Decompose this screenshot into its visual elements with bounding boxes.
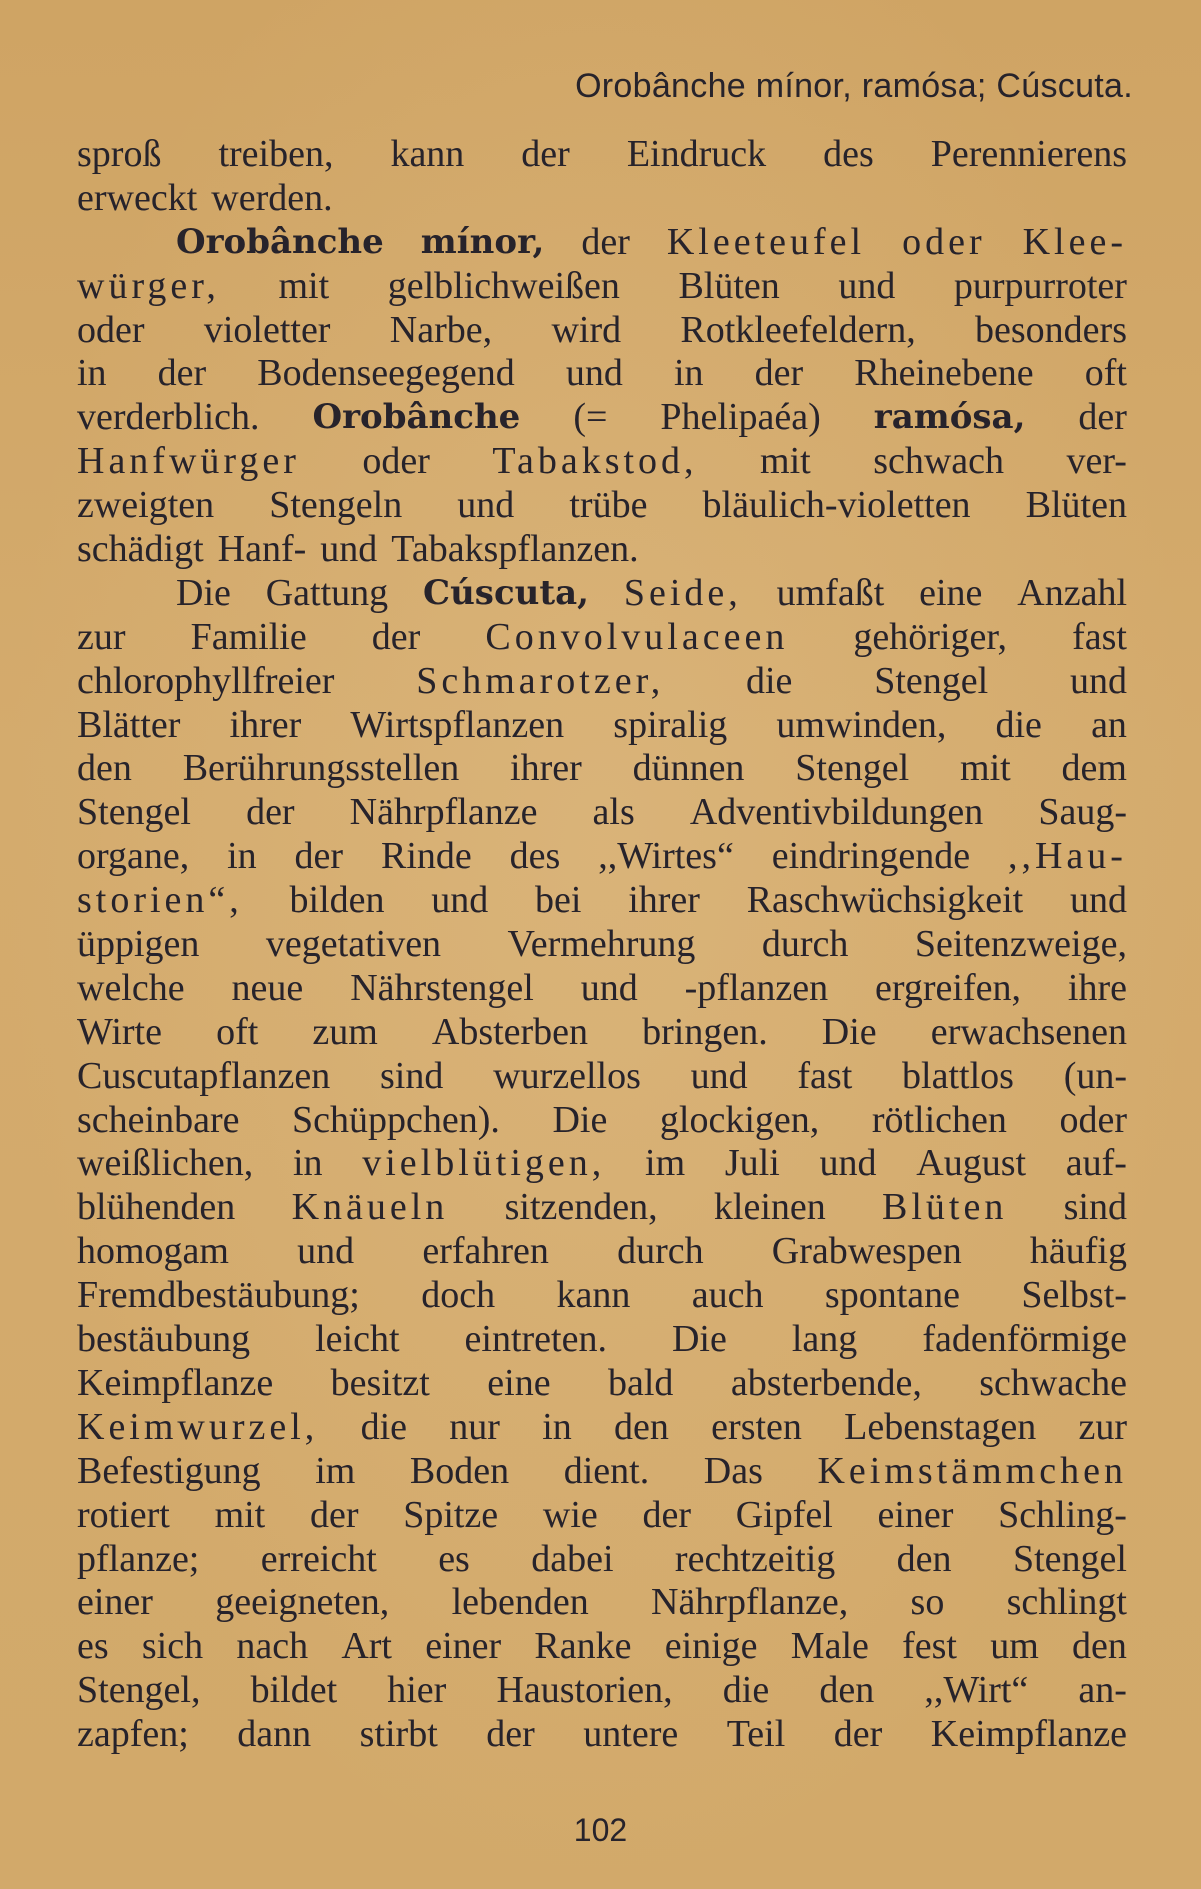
word: Keimpflanze xyxy=(930,1713,1127,1756)
spaced-term: Kleeteufel xyxy=(666,220,866,263)
spaced-term: Knäueln xyxy=(291,1186,449,1229)
word: Nährstengel xyxy=(350,966,534,1009)
word: in xyxy=(542,1405,572,1448)
word: Male xyxy=(790,1625,869,1668)
word: und xyxy=(457,484,515,527)
word: treiben, xyxy=(218,133,334,175)
bold-term: Cúscuta, xyxy=(423,572,589,613)
word: wird xyxy=(551,308,622,351)
word: welche xyxy=(77,966,185,1009)
word: Rotkleefeldern, xyxy=(680,308,916,351)
word: Eindruck xyxy=(626,133,767,175)
word: oft xyxy=(216,1010,259,1053)
word: in xyxy=(77,352,107,395)
word: Teil xyxy=(726,1713,786,1756)
word: oder xyxy=(362,440,430,483)
word: Nährpflanze, xyxy=(651,1581,849,1624)
word: der xyxy=(294,835,344,878)
word: August xyxy=(916,1142,1027,1185)
word: Schüppchen). xyxy=(292,1098,500,1141)
word: den xyxy=(77,747,132,790)
text-line xyxy=(77,1318,1127,1362)
word: des xyxy=(823,133,874,175)
text-line xyxy=(77,1362,1127,1406)
word: spiralig xyxy=(613,703,728,746)
word: Befestigung xyxy=(77,1449,261,1492)
text-line xyxy=(77,1142,1127,1186)
word: schwach xyxy=(873,440,1005,483)
spaced-term: vielblütigen, xyxy=(362,1142,606,1185)
spaced-term: Keimstämmchen xyxy=(817,1449,1127,1492)
word: leicht xyxy=(315,1318,400,1361)
word: mit xyxy=(214,1493,266,1536)
text-line xyxy=(77,791,1127,835)
word: sind xyxy=(1063,1186,1127,1229)
text-line xyxy=(77,440,1127,484)
word: zum xyxy=(312,1010,378,1053)
word: der xyxy=(309,1493,359,1536)
word: sitzenden, xyxy=(504,1186,658,1229)
word: der xyxy=(246,791,295,834)
text-line xyxy=(77,967,1127,1011)
word: Seitenzweige, xyxy=(914,923,1127,966)
spaced-term: Seide, xyxy=(623,571,742,614)
word: an xyxy=(1091,703,1127,746)
word: hier xyxy=(387,1669,447,1712)
text-line xyxy=(77,879,1127,923)
word: bald xyxy=(608,1361,674,1404)
word: untere xyxy=(583,1713,679,1756)
word: Die xyxy=(552,1098,608,1141)
word: und xyxy=(320,528,378,571)
word: bei xyxy=(535,879,582,922)
text-line xyxy=(77,265,1127,309)
text-line xyxy=(77,616,1127,660)
word: chlorophyllfreier xyxy=(77,659,335,702)
word: der xyxy=(486,1713,535,1756)
word: dem xyxy=(1061,747,1127,790)
word: verderblich. xyxy=(77,396,260,439)
word: wurzellos xyxy=(493,1054,641,1097)
page-number: 102 xyxy=(573,1812,628,1848)
word: Cuscutapflanzen xyxy=(77,1054,331,1097)
word: den xyxy=(819,1669,875,1712)
word: absterbende, xyxy=(730,1361,922,1404)
word: um xyxy=(990,1625,1039,1668)
word: violetter xyxy=(203,308,331,351)
word: als xyxy=(592,791,635,834)
spaced-term: Tabakstod, xyxy=(492,440,698,483)
word: eintreten. xyxy=(464,1318,607,1361)
word: erfahren xyxy=(422,1230,549,1273)
word: im xyxy=(645,1142,686,1185)
word: einer xyxy=(425,1625,502,1668)
word: sproß xyxy=(77,133,162,175)
word: Nährpflanze xyxy=(349,791,538,834)
word: ersten xyxy=(711,1405,802,1448)
word: doch xyxy=(421,1274,496,1317)
word: und xyxy=(1069,659,1127,702)
word: Rheinebene xyxy=(854,352,1034,395)
word: der xyxy=(642,1493,691,1536)
text-line xyxy=(77,660,1127,704)
word: und xyxy=(297,1230,355,1273)
word: fast xyxy=(1072,615,1127,658)
spaced-term: Keimwurzel, xyxy=(77,1405,319,1448)
word: und xyxy=(580,966,638,1009)
word: kann xyxy=(390,133,465,175)
word: den xyxy=(896,1537,952,1580)
word: geeigneten, xyxy=(215,1581,390,1624)
word: der xyxy=(157,352,207,395)
word: die xyxy=(360,1405,408,1448)
word: der xyxy=(833,1713,883,1756)
word: bestäubung xyxy=(77,1318,251,1361)
word: Art xyxy=(341,1625,392,1668)
word: zur xyxy=(1078,1405,1127,1448)
word: dient. xyxy=(563,1449,650,1492)
word: sind xyxy=(380,1054,444,1097)
word: in xyxy=(292,1142,323,1185)
word: pflanze; xyxy=(77,1537,200,1580)
word: umwinden, xyxy=(776,703,947,746)
word: eindringende xyxy=(771,835,971,878)
word: Stengel, xyxy=(77,1669,201,1712)
word: erweckt xyxy=(77,176,198,219)
word: Bodenseegegend xyxy=(257,352,515,395)
word: mit xyxy=(960,747,1011,790)
word: an- xyxy=(1078,1669,1127,1712)
word: Rinde xyxy=(380,835,472,878)
word: nach xyxy=(236,1625,309,1668)
spaced-term: Blüten xyxy=(882,1186,1008,1229)
word: weißlichen, xyxy=(77,1142,254,1185)
word: und xyxy=(1069,879,1127,922)
spaced-term: Schmarotzer, xyxy=(416,659,665,702)
text-line xyxy=(77,704,1127,748)
word: Familie xyxy=(190,615,307,658)
text-line xyxy=(77,177,1127,221)
word: Die xyxy=(671,1318,727,1361)
word: einer xyxy=(877,1493,954,1536)
word: Stengel xyxy=(77,791,191,834)
word: Perennierens xyxy=(930,133,1127,175)
bold-term: ramósa, xyxy=(873,397,1026,438)
word: Gipfel xyxy=(735,1493,833,1536)
word: und xyxy=(819,1142,877,1185)
word: üppigen xyxy=(77,923,200,966)
text-line xyxy=(77,835,1127,879)
word: und xyxy=(690,1054,748,1097)
word: ver- xyxy=(1066,440,1127,483)
text-line xyxy=(77,1099,1127,1143)
word: mit xyxy=(278,264,330,307)
word: erwachsenen xyxy=(930,1010,1127,1053)
word: Fremdbestäubung; xyxy=(77,1274,360,1317)
word: nur xyxy=(449,1405,500,1448)
spaced-term: würger, xyxy=(77,264,220,307)
word: Wirtspflanzen xyxy=(350,703,565,746)
word: schwache xyxy=(979,1361,1127,1404)
word: ,,Wirt“ xyxy=(924,1669,1029,1712)
word: einige xyxy=(664,1625,758,1668)
word: gelblichweißen xyxy=(387,264,620,307)
word: und xyxy=(431,879,489,922)
word: Anzahl xyxy=(1017,571,1127,614)
spaced-term: oder xyxy=(902,220,986,263)
text-line xyxy=(77,528,1127,572)
word: Tabakspflanzen. xyxy=(391,528,639,571)
body-text xyxy=(77,133,1127,1757)
word: blattlos xyxy=(902,1054,1014,1097)
word: bilden xyxy=(289,879,385,922)
word: (= xyxy=(573,396,608,439)
text-line xyxy=(77,747,1127,791)
word: auf- xyxy=(1065,1142,1127,1185)
spaced-term: Convolvulaceen xyxy=(485,615,789,658)
word: Ranke xyxy=(534,1625,632,1668)
word: rotiert xyxy=(77,1493,170,1536)
word: -pflanzen xyxy=(684,966,829,1009)
word: bringen. xyxy=(642,1010,768,1053)
text-line xyxy=(77,1011,1127,1055)
word: ihrer xyxy=(229,703,302,746)
word: Phelipaéa) xyxy=(660,396,821,439)
word: und xyxy=(838,264,896,307)
word: Wirte xyxy=(77,1010,162,1053)
word: die xyxy=(746,659,793,702)
word: Boden xyxy=(409,1449,510,1492)
word: Die xyxy=(176,571,231,614)
word: Saug- xyxy=(1038,791,1127,834)
word: Stengel xyxy=(1012,1537,1127,1580)
word: glockigen, xyxy=(659,1098,820,1141)
word: Das xyxy=(703,1449,763,1492)
word: eine xyxy=(919,571,983,614)
text-line xyxy=(77,484,1127,528)
text-line xyxy=(77,1625,1127,1669)
word: ihrer xyxy=(510,747,582,790)
word: die xyxy=(722,1669,770,1712)
word: fast xyxy=(797,1054,853,1097)
word: durch xyxy=(617,1230,704,1273)
word: einer xyxy=(77,1581,153,1624)
word: gehöriger, xyxy=(853,615,1007,658)
word: dann xyxy=(237,1713,312,1756)
word: scheinbare xyxy=(77,1098,240,1141)
word: bläulich-violetten xyxy=(702,484,971,527)
word: zweigten xyxy=(77,484,215,527)
word: blühenden xyxy=(77,1186,236,1229)
word: Selbst- xyxy=(1021,1274,1127,1317)
word: Haustorien, xyxy=(496,1669,673,1712)
word: Hanf- xyxy=(217,528,307,571)
word: des xyxy=(509,835,561,878)
word: häufig xyxy=(1029,1230,1127,1273)
word: es xyxy=(438,1537,470,1580)
word: schlingt xyxy=(1006,1581,1127,1624)
word: werden. xyxy=(211,176,333,219)
word: Grabwespen xyxy=(771,1230,962,1273)
word: organe, xyxy=(77,835,190,878)
word: fest xyxy=(902,1625,957,1668)
text-line xyxy=(77,1450,1127,1494)
text-line xyxy=(77,1494,1127,1538)
word: homogam xyxy=(77,1230,229,1273)
word: kann xyxy=(556,1274,631,1317)
word: Narbe, xyxy=(389,308,493,351)
word: Lebenstagen xyxy=(844,1405,1037,1448)
word: besonders xyxy=(975,308,1127,351)
spaced-term: ,,Hau- xyxy=(1007,835,1127,878)
word: Raschwüchsigkeit xyxy=(746,879,1024,922)
word: Absterben xyxy=(431,1010,589,1053)
word: der xyxy=(754,352,804,395)
text-line xyxy=(77,1186,1127,1230)
word: rechtzeitig xyxy=(674,1537,836,1580)
word: die xyxy=(995,703,1042,746)
word: schädigt xyxy=(77,528,204,571)
word: neue xyxy=(231,966,304,1009)
word: besitzt xyxy=(330,1361,430,1404)
word: bildet xyxy=(250,1669,338,1712)
text-line xyxy=(77,221,1127,265)
word: zapfen; xyxy=(77,1713,189,1756)
word: durch xyxy=(761,923,849,966)
bold-term: Orobânche xyxy=(312,397,521,438)
word: ,,Wirtes“ xyxy=(598,835,734,878)
word: kleinen xyxy=(713,1186,826,1229)
word: purpurroter xyxy=(953,264,1127,307)
word: Keimpflanze xyxy=(77,1361,274,1404)
word: mit xyxy=(760,440,811,483)
spaced-term: Hanfwürger xyxy=(77,440,300,483)
running-head: Orobânche mínor, ramósa; Cúscuta. xyxy=(575,67,1133,105)
text-line xyxy=(77,1274,1127,1318)
word: Vermehrung xyxy=(507,923,696,966)
word: dabei xyxy=(531,1537,614,1580)
word: ihre xyxy=(1067,966,1127,1009)
word: sich xyxy=(141,1625,204,1668)
word: zur xyxy=(77,615,126,658)
word: oft xyxy=(1084,352,1127,395)
spaced-term: storien“, xyxy=(77,879,243,922)
word: der xyxy=(371,615,421,658)
word: den xyxy=(614,1405,669,1448)
word: so xyxy=(910,1581,945,1624)
word: Blüten xyxy=(1025,484,1127,527)
text-line xyxy=(77,309,1127,353)
text-line xyxy=(77,1055,1127,1099)
word: lebenden xyxy=(451,1581,589,1624)
word: und xyxy=(565,352,623,395)
word: der xyxy=(521,133,570,175)
word: Stengeln xyxy=(269,484,403,527)
word: trübe xyxy=(569,484,648,527)
word: lang xyxy=(791,1318,858,1361)
text-line xyxy=(77,1230,1127,1274)
word: den xyxy=(1072,1625,1127,1668)
text-line xyxy=(77,396,1127,440)
word: Juli xyxy=(724,1142,780,1185)
text-line xyxy=(77,1581,1127,1625)
text-line xyxy=(77,1406,1127,1450)
word: Stengel xyxy=(795,747,910,790)
word: wie xyxy=(542,1493,598,1536)
word: oder xyxy=(1059,1098,1127,1141)
text-line xyxy=(77,1538,1127,1582)
word: eine xyxy=(487,1361,551,1404)
word: Gattung xyxy=(265,571,389,614)
text-line xyxy=(77,572,1127,616)
text-line xyxy=(77,133,1127,177)
text-line xyxy=(77,1713,1127,1757)
word: rötlichen xyxy=(871,1098,1007,1141)
word: Adventivbildungen xyxy=(689,791,984,834)
text-line xyxy=(77,1669,1127,1713)
word: Schling- xyxy=(998,1493,1127,1536)
word: Blätter xyxy=(77,703,181,746)
word: umfaßt xyxy=(776,571,885,614)
word: stirbt xyxy=(359,1713,438,1756)
word: spontane xyxy=(824,1274,960,1317)
word: Spitze xyxy=(403,1493,499,1536)
text-line xyxy=(77,923,1127,967)
word: im xyxy=(315,1449,356,1492)
word: erreicht xyxy=(260,1537,377,1580)
bold-term: Orobânche xyxy=(176,221,384,262)
word: auch xyxy=(691,1274,764,1317)
word: in xyxy=(673,352,704,395)
word: der xyxy=(1078,396,1127,439)
word: oder xyxy=(77,308,145,351)
word: ergreifen, xyxy=(875,966,1021,1009)
bold-term: mínor, xyxy=(420,221,545,262)
word: Berührungsstellen xyxy=(182,747,460,790)
word: fadenförmige xyxy=(922,1318,1127,1361)
text-line xyxy=(77,352,1127,396)
word: vegetativen xyxy=(265,923,442,966)
word: Stengel xyxy=(874,659,989,702)
word: dünnen xyxy=(632,747,745,790)
word: der xyxy=(581,220,630,263)
spaced-term: Klee- xyxy=(1022,220,1127,263)
word: ihrer xyxy=(628,879,700,922)
word: Blüten xyxy=(678,264,780,307)
word: in xyxy=(227,835,257,878)
word: (un- xyxy=(1063,1054,1127,1097)
word: Die xyxy=(821,1010,877,1053)
word: es xyxy=(77,1625,109,1668)
